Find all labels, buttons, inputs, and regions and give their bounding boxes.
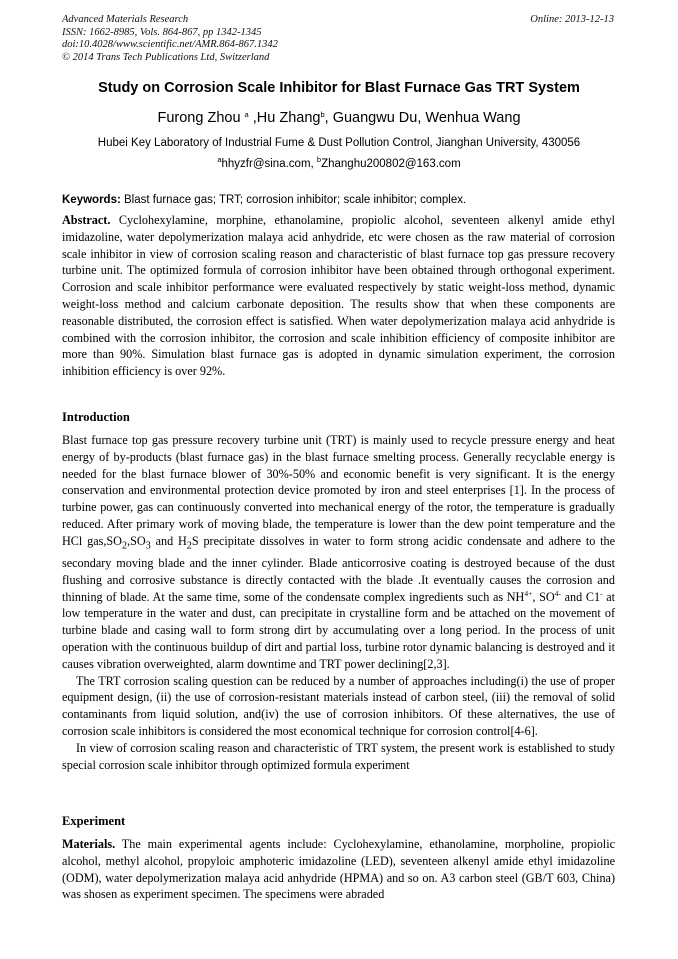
materials-paragraph xyxy=(62,836,615,903)
keywords-text: Blast furnace gas; TRT; corrosion inhibitor; scale inhibitor; complex. xyxy=(120,194,467,206)
journal-name: Advanced Materials Research xyxy=(62,14,189,25)
introduction-heading: Introduction xyxy=(62,410,130,424)
issn-line: ISSN: 1662-8985, Vols. 864-867, pp 1342-1345 xyxy=(62,26,262,38)
introduction-paragraph-2: The TRT corrosion scaling question can be reduced by a number of approaches including(i) the use of proper equipment design, (ii) the use of corrosion-resistant materials instead of carbon steel, (iii) the removal of solid contaminants from liquid solution, and(iv) the use of corrosion inhibitors. Of these alternatives, the use of corrosion scale inhibitors is considered the most economical technique for corrosion control[4-6]. xyxy=(62,673,615,738)
author-name: Furong Zhou xyxy=(157,110,241,126)
author-list xyxy=(0,110,678,126)
author-emails xyxy=(0,155,678,170)
doi-line[interactable]: doi:10.4028/www.scientific.net/AMR.864-867.1342 xyxy=(62,39,278,50)
keywords xyxy=(62,194,616,206)
abstract-text: Cyclohexylamine, morphine, ethanolamine, propiolic alcohol, seventeen alkenyl amide ethyl imidazoline, water depolymerization malaya acid anhydride, etc were chosen as the raw material of corrosion scale inhibitor in view of corrosion scaling reason and characteristic of blast furnace top gas pressure recovery turbine unit. The optimized formula of corrosion inhibitor have been obtained through orthogonal experiment. Corrosion and scale inhibitor performance were evaluated respectively by static weight-loss method, dynamic weight-loss method and calcium carbonate deposition. The results show that when these components are reasonable distributed, the corrosion effect is satisfied. When water depolymerization malaya acid anhydride is combined with the corrosion inhibitor, the corrosion and scale inhibition efficiency of composite inhibitor are more than 90%. Simulation blast furnace gas is adopted in dynamic simulation experiment, the corrosion inhibition efficiency is over 92%. xyxy=(62,213,615,379)
online-date: Online: 2013-12-13 xyxy=(530,14,614,25)
affiliation: Hubei Key Laboratory of Industrial Fume & Dust Pollution Control, Jianghan University, 430056 xyxy=(97,137,581,149)
introduction-paragraph-3: In view of corrosion scaling reason and characteristic of TRT system, the present work is established to study special corrosion scale inhibitor through optimized formula experiment xyxy=(62,740,615,772)
journal-header xyxy=(62,14,278,64)
email-mark: b xyxy=(316,155,322,164)
experiment-heading: Experiment xyxy=(62,814,126,828)
email-link[interactable]: Zhanghu200802@163.com xyxy=(321,158,461,170)
introduction-paragraph-1: Blast furnace top gas pressure recovery turbine unit (TRT) is mainly used to recycle pressure energy and heat energy of by-products (blast furnace gas) in the blast furnace smelting process. Generally recyclable energy is needed for the blast furnace blower of 30%-50% and economic benefit is very significant. It is the energy conservation and environmental protection device promoted by iron and steel enterprises [1]. In the process of turbine power, gas can continuously converted into mechanical energy of the rotor, the temperature is gradually reduced. After primary work of moving blade, the temperature is lower than the dew point temperature and the HCl $gas,SO_2,SO_3$ and $H_2S$ precipitate dissolves in water to form strong acidic condensate and adhere to the secondary moving blade and the inner cylinder. Blade anticorrosive coating is destroyed because of the dust flushing and corrosive substance is directly contacted with the blade .It eventually causes the corrosion and thinning of blade. At the same time, some of the condensate complex ingredients such as $NH^{4+}$, $SO^{4-}$ and C1- at low temperature in the water and dust, can precipitate in crystalline form and be attached on the movement of turbine blade and casing wall to form strong dirt by accumulating over a long period. In the process of unit operation with the continuous buildup of dirt and partial loss, turbine rotor dynamic balancing is destroyed and it causes vibration overweighted, alarm downtime and TRT power declining[2,3]. xyxy=(62,433,616,671)
copyright-line: © 2014 Trans Tech Publications Ltd, Switzerland xyxy=(62,51,270,63)
email-mark: a xyxy=(217,155,222,164)
affiliation-mark: b xyxy=(320,110,325,119)
affiliation-mark: a xyxy=(244,110,249,119)
author-names-rest: , Guangwu Du, Wenhua Wang xyxy=(324,110,521,126)
email-link[interactable]: hhyzfr@sina.com, xyxy=(221,158,317,170)
keywords-label: Keywords: xyxy=(62,194,121,206)
introduction-body xyxy=(62,432,615,773)
author-name: ,Hu Zhang xyxy=(252,110,321,126)
paper-title: Study on Corrosion Scale Inhibitor for Blast Furnace Gas TRT System xyxy=(98,80,580,96)
materials-text: The main experimental agents include: Cyclohexylamine, ethanolamine, morpholine, propiolic alcohol, methyl alcohol, propyloic amphoteric imidazoline (LED), seventeen alkenyl amide ethyl imidazoline (ODM), water depolymerization malaya acid anhydride (HPMA) and so on. A3 carbon steel (GB/T 603, China) was shosen as experiment specimen. The specimens were abraded xyxy=(62,837,615,902)
abstract-label: Abstract. xyxy=(62,213,111,227)
abstract xyxy=(62,212,615,380)
materials-label: Materials. xyxy=(62,837,116,851)
